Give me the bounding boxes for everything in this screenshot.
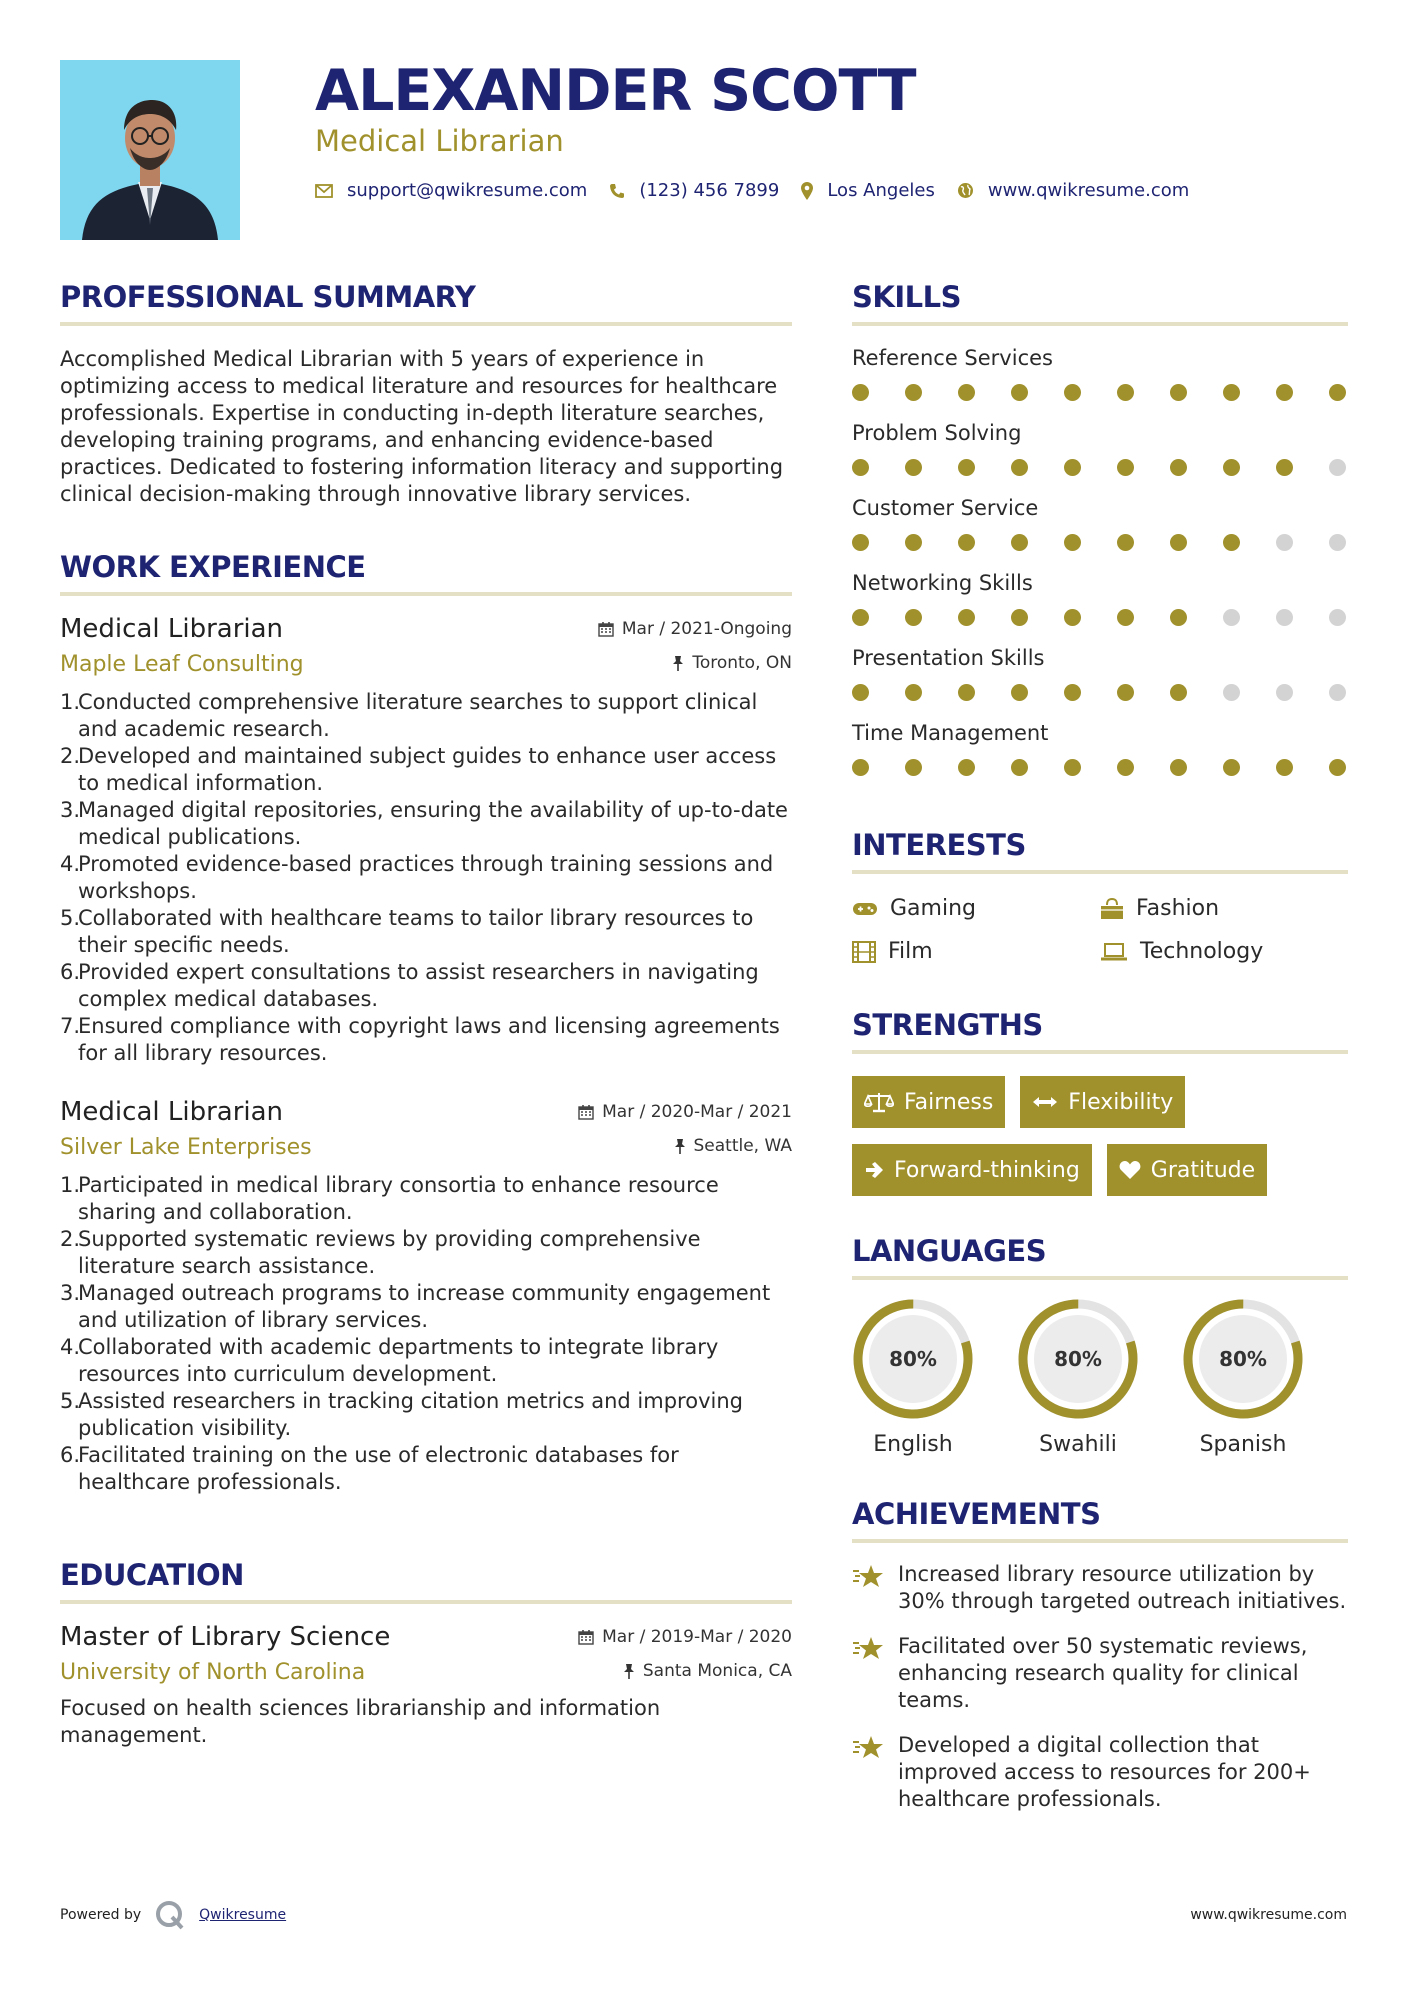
rating-dot-filled [1064, 759, 1081, 776]
education-heading: EDUCATION [60, 1558, 792, 1604]
rating-dot-filled [1223, 759, 1240, 776]
list-item: Conducted comprehensive literature searches to support clinical and academic research. [78, 690, 758, 741]
education-location: Santa Monica, CA [623, 1661, 792, 1681]
job-title: Medical Librarian [60, 614, 284, 644]
skill-rating [852, 684, 1348, 701]
phone-icon [609, 183, 625, 199]
list-item: Supported systematic reviews by providing comprehensive literature search assistance. [78, 1227, 701, 1278]
rating-dot-filled [1011, 384, 1028, 401]
skill-name: Customer Service [852, 496, 1039, 520]
contact-location: Los Angeles [827, 180, 935, 201]
strengths-list [852, 1076, 1348, 1196]
rating-dot-filled [1329, 759, 1346, 776]
qwikresume-logo-icon [155, 1900, 185, 1930]
rating-dot-filled [1011, 609, 1028, 626]
contact-website[interactable]: www.qwikresume.com [987, 180, 1190, 201]
rating-dot-filled [1223, 459, 1240, 476]
list-item: Promoted evidence-based practices through training sessions and workshops. [78, 852, 774, 903]
skill-item [852, 571, 1348, 626]
education-description: Focused on health sciences librarianship and information management. [60, 1696, 661, 1747]
summary-text: Accomplished Medical Librarian with 5 years of experience in optimizing access to medical literature and resources for healthcare professionals. Expertise in conducting in-depth literature searches, developing training programs, and enhancing evidence-based practices. Dedicated to fostering information literacy and supporting clinical decision-making through innovative library services. [60, 347, 784, 506]
skill-rating [852, 609, 1348, 626]
languages-heading: LANGUAGES [852, 1234, 1348, 1280]
rating-dot-filled [1011, 684, 1028, 701]
rating-dot-filled [1170, 384, 1187, 401]
skill-rating [852, 459, 1348, 476]
school-name: University of North Carolina [60, 1660, 366, 1685]
list-item: Collaborated with academic departments to integrate library resources into curriculum development. [78, 1335, 719, 1386]
rating-dot-filled [1064, 609, 1081, 626]
rating-dot-empty [1223, 684, 1240, 701]
language-gauge [852, 1298, 974, 1420]
rating-dot-empty [1329, 459, 1346, 476]
rating-dot-filled [1117, 684, 1134, 701]
profile-photo-image [60, 60, 240, 240]
strengths-heading: STRENGTHS [852, 1008, 1348, 1054]
achievement-item [852, 1561, 1348, 1615]
rating-dot-filled [1064, 459, 1081, 476]
rating-dot-empty [1276, 609, 1293, 626]
list-item: Managed digital repositories, ensuring the availability of up-to-date medical publications. [78, 798, 788, 849]
gamepad-icon [852, 901, 878, 917]
job-entry [60, 1097, 792, 1496]
strength-tag: Flexibility [1020, 1076, 1185, 1128]
balance-scale-icon [864, 1091, 894, 1113]
rating-dot-filled [958, 534, 975, 551]
language-item [852, 1298, 1017, 1457]
rating-dot-filled [958, 759, 975, 776]
rating-dot-filled [852, 684, 869, 701]
contact-phone[interactable]: (123) 456 7899 [639, 180, 780, 201]
rating-dot-filled [905, 609, 922, 626]
degree-title: Master of Library Science [60, 1622, 391, 1652]
skill-name: Networking Skills [852, 571, 1033, 595]
language-name: Spanish [1199, 1432, 1287, 1457]
skills-list [852, 346, 1348, 776]
rating-dot-filled [1276, 459, 1293, 476]
powered-by-label: Powered by [60, 1907, 142, 1923]
strength-tag: Forward-thinking [852, 1144, 1092, 1196]
rating-dot-filled [1170, 609, 1187, 626]
interests-heading: INTERESTS [852, 828, 1348, 874]
left-column [60, 280, 792, 1749]
job-duties [60, 689, 792, 1067]
rating-dot-empty [1223, 609, 1240, 626]
rating-dot-filled [1117, 609, 1134, 626]
pushpin-icon [623, 1663, 635, 1679]
achievement-text: Facilitated over 50 systematic reviews, enhancing research quality for clinical teams. [898, 1634, 1308, 1712]
rating-dot-filled [1170, 459, 1187, 476]
rating-dot-filled [1064, 684, 1081, 701]
map-marker-icon [801, 182, 813, 200]
strength-tag: Gratitude [1107, 1144, 1267, 1196]
interest-item: Film [852, 939, 1100, 964]
rating-dot-filled [1117, 384, 1134, 401]
rating-dot-filled [1170, 684, 1187, 701]
skill-name: Reference Services [852, 346, 1053, 370]
profile-photo [60, 60, 240, 240]
interest-item: Fashion [1100, 896, 1348, 921]
skill-name: Problem Solving [852, 421, 1022, 445]
language-name: English [873, 1432, 953, 1457]
achievement-item [852, 1633, 1348, 1714]
rating-dot-filled [1064, 384, 1081, 401]
job-duties [60, 1172, 792, 1496]
job-location: Seattle, WA [674, 1136, 793, 1156]
language-percent: 80% [1054, 1347, 1102, 1371]
candidate-name: ALEXANDER SCOTT [315, 58, 916, 124]
contact-bar [315, 180, 1211, 201]
languages-list [852, 1298, 1348, 1457]
rating-dot-filled [1170, 534, 1187, 551]
language-percent: 80% [1219, 1347, 1267, 1371]
rating-dot-filled [1276, 384, 1293, 401]
heart-icon [1119, 1160, 1141, 1180]
star-icon [852, 1561, 898, 1615]
list-item: Provided expert consultations to assist researchers in navigating complex medical databases. [78, 960, 759, 1011]
envelope-icon [315, 184, 333, 198]
rating-dot-filled [1170, 759, 1187, 776]
rating-dot-empty [1329, 609, 1346, 626]
skill-rating [852, 759, 1348, 776]
rating-dot-filled [905, 759, 922, 776]
list-item: Collaborated with healthcare teams to tailor library resources to their specific needs. [78, 906, 754, 957]
language-gauge [1182, 1298, 1304, 1420]
rating-dot-filled [958, 384, 975, 401]
job-company: Maple Leaf Consulting [60, 652, 304, 677]
list-item: Facilitated training on the use of electronic databases for healthcare professionals. [78, 1443, 679, 1494]
laptop-icon [1100, 942, 1128, 962]
rating-dot-filled [1329, 384, 1346, 401]
strength-tag: Fairness [852, 1076, 1005, 1128]
list-item: Participated in medical library consortia to enhance resource sharing and collaboration. [78, 1173, 719, 1224]
shopping-bag-icon [1100, 898, 1124, 920]
skill-item [852, 421, 1348, 476]
achievement-text: Increased library resource utilization by 30% through targeted outreach initiatives. [898, 1562, 1347, 1613]
rating-dot-empty [1276, 684, 1293, 701]
arrows-horizontal-icon [1032, 1095, 1058, 1109]
rating-dot-filled [1011, 759, 1028, 776]
skill-item [852, 346, 1348, 401]
list-item: Developed and maintained subject guides to enhance user access to medical information. [78, 744, 777, 795]
interests-list [852, 896, 1348, 964]
rating-dot-filled [958, 684, 975, 701]
rating-dot-empty [1276, 534, 1293, 551]
language-gauge [1017, 1298, 1139, 1420]
job-date: Mar / 2020-Mar / 2021 [578, 1102, 792, 1122]
list-item: Managed outreach programs to increase community engagement and utilization of library services. [78, 1281, 771, 1332]
footer-powered-by [60, 1900, 286, 1930]
achievements-heading: ACHIEVEMENTS [852, 1497, 1348, 1543]
rating-dot-filled [958, 459, 975, 476]
rating-dot-empty [1329, 534, 1346, 551]
rating-dot-filled [958, 609, 975, 626]
rating-dot-filled [1011, 534, 1028, 551]
right-column [852, 280, 1348, 1813]
skills-heading: SKILLS [852, 280, 1348, 326]
job-entry [60, 614, 792, 1067]
rating-dot-filled [1117, 759, 1134, 776]
skill-item [852, 496, 1348, 551]
rating-dot-filled [1011, 459, 1028, 476]
list-item: Ensured compliance with copyright laws and licensing agreements for all library resources. [78, 1014, 780, 1065]
language-name: Swahili [1039, 1432, 1117, 1457]
star-icon [852, 1633, 898, 1714]
rating-dot-filled [1276, 759, 1293, 776]
arrow-right-icon [864, 1161, 884, 1179]
globe-icon [957, 182, 974, 199]
interest-item: Technology [1100, 939, 1348, 964]
rating-dot-filled [905, 459, 922, 476]
job-location: Toronto, ON [672, 653, 792, 673]
calendar-icon [578, 1629, 594, 1645]
rating-dot-filled [852, 759, 869, 776]
rating-dot-filled [905, 384, 922, 401]
skill-name: Presentation Skills [852, 646, 1045, 670]
qwikresume-link[interactable]: Qwikresume [199, 1907, 287, 1923]
rating-dot-filled [852, 459, 869, 476]
summary-heading: PROFESSIONAL SUMMARY [60, 280, 792, 326]
rating-dot-filled [1223, 384, 1240, 401]
job-date: Mar / 2021-Ongoing [598, 619, 792, 639]
pushpin-icon [672, 655, 684, 671]
education-entry [60, 1622, 792, 1749]
candidate-title: Medical Librarian [315, 124, 564, 158]
rating-dot-filled [852, 534, 869, 551]
interest-item: Gaming [852, 896, 1100, 921]
language-item [1182, 1298, 1347, 1457]
skill-item [852, 721, 1348, 776]
experience-heading: WORK EXPERIENCE [60, 550, 792, 596]
footer-website[interactable]: www.qwikresume.com [1190, 1907, 1347, 1923]
skill-rating [852, 534, 1348, 551]
rating-dot-filled [1064, 534, 1081, 551]
skill-rating [852, 384, 1348, 401]
rating-dot-filled [1117, 534, 1134, 551]
achievements-list [852, 1561, 1348, 1813]
rating-dot-filled [1117, 459, 1134, 476]
calendar-icon [578, 1104, 594, 1120]
job-company: Silver Lake Enterprises [60, 1135, 312, 1160]
skill-name: Time Management [852, 721, 1049, 745]
rating-dot-filled [852, 384, 869, 401]
rating-dot-filled [905, 534, 922, 551]
job-title: Medical Librarian [60, 1097, 284, 1127]
achievement-text: Developed a digital collection that improved access to resources for 200+ healthcare professionals. [898, 1733, 1311, 1811]
rating-dot-filled [905, 684, 922, 701]
rating-dot-empty [1329, 684, 1346, 701]
language-percent: 80% [889, 1347, 937, 1371]
education-date: Mar / 2019-Mar / 2020 [578, 1627, 792, 1647]
rating-dot-filled [1223, 534, 1240, 551]
film-icon [852, 941, 876, 963]
list-item: Assisted researchers in tracking citation metrics and improving publication visibility. [78, 1389, 743, 1440]
rating-dot-filled [852, 609, 869, 626]
skill-item [852, 646, 1348, 701]
language-item [1017, 1298, 1182, 1457]
pushpin-icon [674, 1138, 686, 1154]
contact-email[interactable]: support@qwikresume.com [347, 180, 588, 201]
achievement-item [852, 1732, 1348, 1813]
calendar-icon [598, 621, 614, 637]
star-icon [852, 1732, 898, 1813]
